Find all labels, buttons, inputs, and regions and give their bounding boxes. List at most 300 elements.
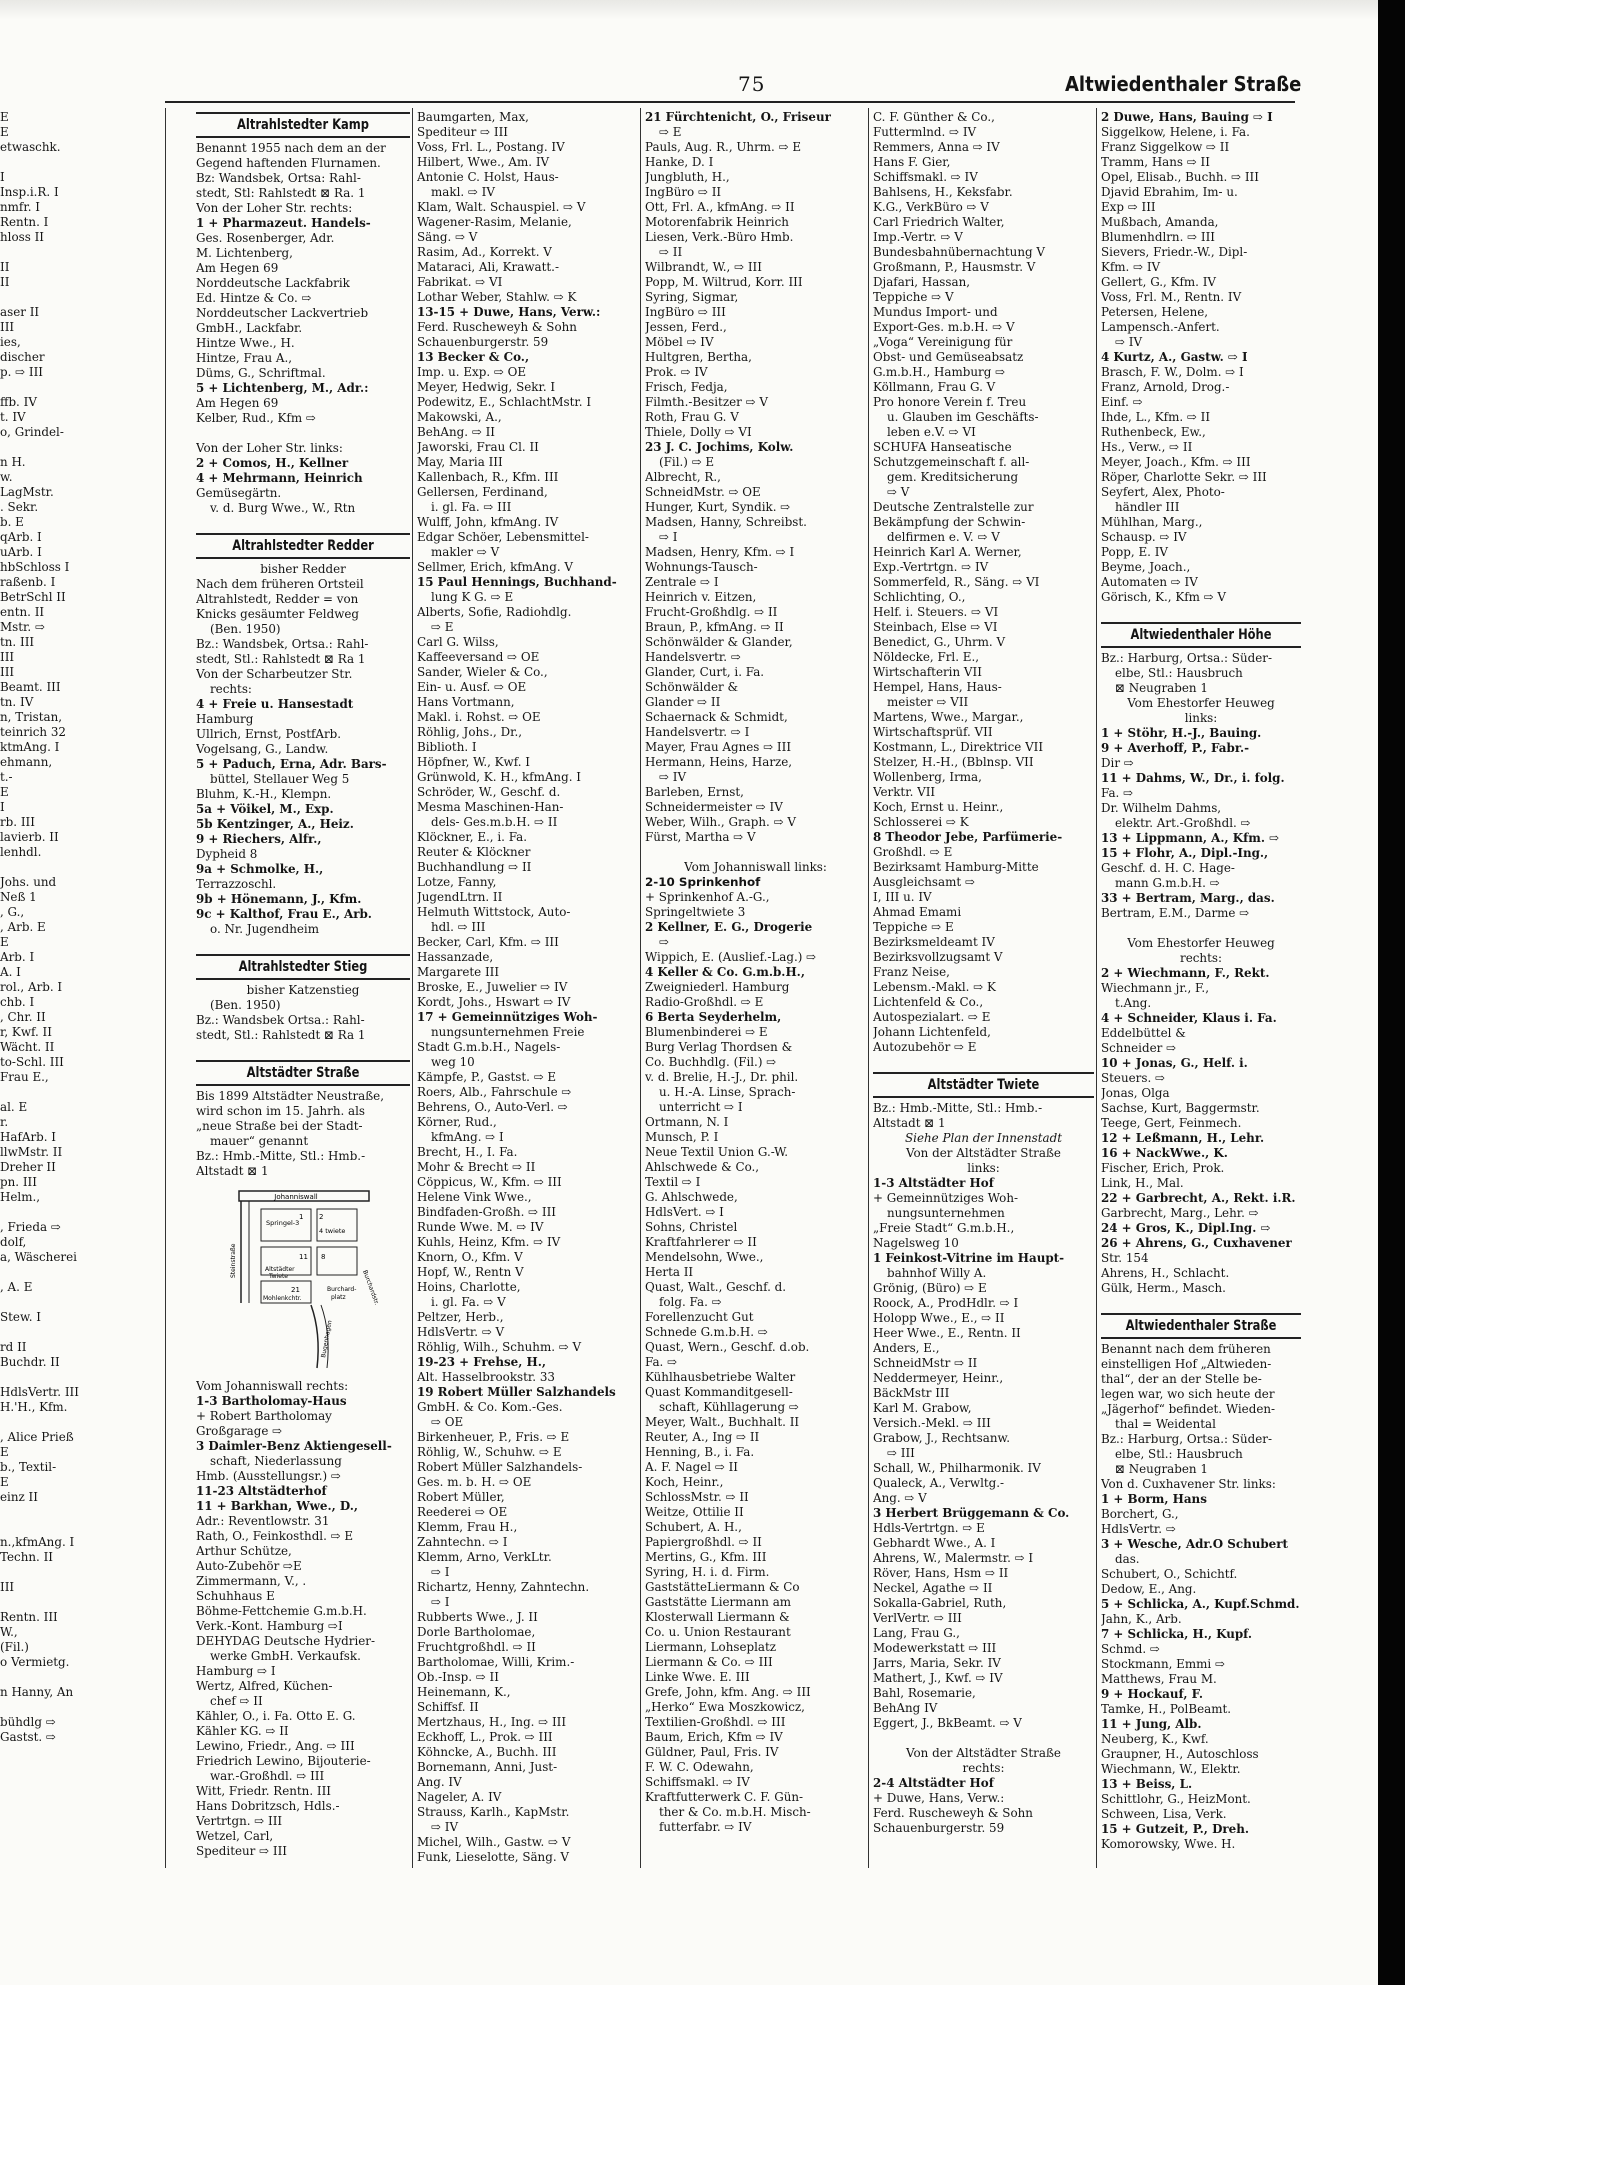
entry-line: Versich.-Mekl. ⇨ III [873, 1416, 991, 1430]
entry-line: Grünwold, K. H., kfmAng. I [417, 770, 581, 784]
entry-line: Einf. ⇨ [1101, 395, 1143, 409]
map-label-bugenhagen: Bugenhagen [319, 1319, 334, 1359]
column-4 [873, 110, 1094, 1870]
entry-line: 5a + Vöikel, M., Exp. [196, 802, 334, 816]
entry-line: ⇨ III [887, 1446, 915, 1460]
fragment-line [0, 1295, 92, 1310]
entry-line: M. Lichtenberg, [196, 246, 293, 260]
entry-line: futterfabr. ⇨ IV [659, 1820, 752, 1834]
entry-line: Hanke, D. I [645, 155, 714, 169]
fragment-line: discher [0, 350, 45, 364]
entry-line: Autozubehör ⇨ E [873, 1040, 977, 1054]
entry-line: Dorle Bartholomae, [417, 1625, 536, 1639]
entry-line: Weber, Wilh., Graph. ⇨ V [645, 815, 796, 829]
entry-line [873, 1055, 1094, 1070]
entry-line: Lewino, Friedr., Ang. ⇨ III [196, 1739, 355, 1753]
entry-line: Dr. Wilhelm Dahms, [1101, 801, 1222, 815]
entry-line: Schauenburgerstr. 59 [873, 1821, 1005, 1835]
entry-line: Norddeutscher Lackvertrieb [196, 306, 369, 320]
entry-line: 3 Herbert Brüggemann & Co. [873, 1506, 1070, 1520]
entry-line: Djavid Ebrahim, Im- u. [1101, 185, 1238, 199]
entry-line: 13-15 + Duwe, Hans, Verw.: [417, 305, 601, 319]
entry-line: Hans Vortmann, [417, 695, 515, 709]
entry-line: Roers, Alb., Fahrschule ⇨ [417, 1085, 572, 1099]
entry-line [1101, 1296, 1301, 1311]
entry-line: Robert Müller, [417, 1490, 505, 1504]
entry-line: SchlossMstr. ⇨ II [645, 1490, 749, 1504]
entry-line: Wirtschafterin VII [873, 665, 982, 679]
entry-line: K.G., VerkBüro ⇨ V [873, 200, 989, 214]
fragment-line: BetrSchl II [0, 590, 66, 604]
entry-line: Bz.: Wandsbek Ortsa.: Rahl- [196, 1013, 365, 1027]
entry-line: Benannt 1955 nach dem an der [196, 141, 386, 155]
entry-line: v. d. Burg Wwe., W., Rtn [210, 501, 356, 515]
entry-line: Schubert, O., Schichtf. [1101, 1567, 1238, 1581]
entry-line: Wollenberg, Irma, [873, 770, 982, 784]
entry-line: Weitze, Ottilie II [645, 1505, 744, 1519]
entry-line: Springeltwiete 3 [645, 905, 746, 919]
entry-line: G.m.b.H., Hamburg ⇨ [873, 365, 1006, 379]
entry-line: Kraftfutterwerk C. F. Gün- [645, 1790, 804, 1804]
entry-line: Von der Loher Str. links: [196, 441, 343, 455]
entry-line: Thiele, Dolly ⇨ VI [645, 425, 752, 439]
entry-line: Rasim, Ad., Korrekt. V [417, 245, 552, 259]
entry-line: Mertzhaus, H., Ing. ⇨ III [417, 1715, 567, 1729]
fragment-line [0, 1415, 92, 1430]
entry-line: Motorenfabrik Heinrich [645, 215, 789, 229]
fragment-line: to-Schl. III [0, 1055, 64, 1069]
heading-rule [196, 978, 410, 980]
entry-line: 2 + Wiechmann, F., Rekt. [1101, 966, 1270, 980]
entry-line: Bezirksamt Hamburg-Mitte [873, 860, 1039, 874]
entry-line: 1 + Stöhr, H.-J., Bauing. [1101, 726, 1262, 740]
entry-line: Franz Siggelkow ⇨ II [1101, 140, 1230, 154]
entry-line: Reuter, A., Ing ⇨ II [645, 1430, 760, 1444]
entry-line: Großgarage ⇨ [196, 1424, 283, 1438]
entry-line: Obst- und Gemüseabsatz [873, 350, 1024, 364]
entry-line: DEHYDAG Deutsche Hydrier- [196, 1634, 375, 1648]
entry-line: 19 Robert Müller Salzhandels [417, 1385, 616, 1399]
entry-line: Fischer, Erich, Prok. [1101, 1161, 1225, 1175]
entry-line: schaft, Niederlassung [210, 1454, 342, 1468]
entry-line: 1-3 Bartholomay-Haus [196, 1394, 347, 1408]
entry-line: 10 + Jonas, G., Helf. i. [1101, 1056, 1248, 1070]
entry-line: SchneidMstr ⇨ II [873, 1356, 978, 1370]
entry-line: Böhme-Fettchemie G.m.b.H. [196, 1604, 367, 1618]
entry-line: Schönwälder & [645, 680, 739, 694]
entry-line: Michel, Wilh., Gastw. ⇨ V [417, 1835, 571, 1849]
entry-line: bahnhof Willy A. [887, 1266, 987, 1280]
entry-line: Handelsvertr. ⇨ [645, 650, 741, 664]
entry-line [196, 516, 410, 531]
entry-line: Klöckner, E., i. Fa. [417, 830, 528, 844]
building-heading: 2-10 Sprinkenhof [645, 875, 761, 889]
fragment-line: tn. III [0, 635, 35, 649]
entry-line: weg 10 [431, 1055, 475, 1069]
entry-line: Adr.: Reventlowstr. 31 [196, 1514, 330, 1528]
entry-line: war.-Großhdl. ⇨ III [210, 1769, 325, 1783]
entry-line: Madsen, Henry, Kfm. ⇨ I [645, 545, 795, 559]
fragment-line: n Hanny, An [0, 1685, 74, 1699]
entry-line: Podewitz, E., SchlachtMstr. I [417, 395, 592, 409]
fragment-line [0, 1370, 92, 1385]
entry-line: Pro honore Verein f. Treu [873, 395, 1027, 409]
fragment-line: I [0, 800, 5, 814]
entry-line: Köhncke, A., Buchh. III [417, 1745, 557, 1759]
entry-line: Opel, Elisab., Buchh. ⇨ III [1101, 170, 1259, 184]
entry-line: Popp, E. IV [1101, 545, 1168, 559]
entry-line: stedt, Stl.: Rahlstedt ⊠ Ra 1 [196, 652, 366, 666]
entry-line: Kallenbach, R., Kfm. III [417, 470, 559, 484]
entry-line: Arthur Schütze, [196, 1544, 292, 1558]
entry-line: Handelsvertr. ⇨ I [645, 725, 750, 739]
entry-line: nungsunternehmen [887, 1206, 1005, 1220]
entry-line: Sommerfeld, R., Säng. ⇨ VI [873, 575, 1040, 589]
entry-line: Bartholomae, Willi, Krim.- [417, 1655, 575, 1669]
entry-line: HdlsVertr. ⇨ V [417, 1325, 505, 1339]
fragment-line: n H. [0, 455, 26, 469]
fragment-line: Techn. II [0, 1550, 53, 1564]
entry-line: dels- Ges.m.b.H. ⇨ II [431, 815, 558, 829]
entry-line: Jessen, Ferd., [645, 320, 727, 334]
map-label-platz: platz [330, 1294, 346, 1301]
entry-line: 3 Daimler-Benz Aktiengesell- [196, 1439, 392, 1453]
fragment-line [0, 1085, 92, 1100]
entry-line: + Sprinkenhof A.-G., [645, 890, 770, 904]
entry-line: Eddelbüttel & [1101, 1026, 1186, 1040]
entry-line: Kraftfahrlerer ⇨ II [645, 1235, 757, 1249]
fragment-line [0, 1520, 92, 1535]
fragment-line [0, 380, 92, 395]
fragment-line: III [0, 665, 15, 679]
entry-line: Helene Vink Wwe., [417, 1190, 532, 1204]
entry-line: Friedrich Lewino, Bijouterie- [196, 1754, 371, 1768]
entry-line: Hintze Wwe., H. [196, 336, 295, 350]
fragment-line: ehmann, [0, 755, 53, 769]
entry-line: Hilbert, Wwe., Am. IV [417, 155, 550, 169]
entry-line: 8 Theodor Jebe, Parfümerie- [873, 830, 1063, 844]
fragment-line: n, Tristan, [0, 710, 63, 724]
entry-line: Schnede G.m.b.H. ⇨ [645, 1325, 768, 1339]
entry-line: Baumgarten, Max, [417, 110, 529, 124]
entry-line: 15 + Flohr, A., Dipl.-Ing., [1101, 846, 1269, 860]
entry-line: „Voga“ Vereinigung für [873, 335, 1013, 349]
entry-line: Mayer, Frau Agnes ⇨ III [645, 740, 792, 754]
entry-line: Martens, Wwe., Margar., [873, 710, 1024, 724]
entry-line: ther & Co. m.b.H. Misch- [659, 1805, 811, 1819]
entry-line: folg. Fa. ⇨ [659, 1295, 722, 1309]
entry-line: Bezirksvollzugsamt V [873, 950, 1003, 964]
entry-line: Stadt G.m.b.H., Nagels- [417, 1040, 561, 1054]
entry-line: Hans Dobritzsch, Hdls.- [196, 1799, 340, 1813]
fragment-line: H.'H., Kfm. [0, 1400, 68, 1414]
fragment-line: b. E [0, 515, 24, 529]
fragment-line: Stew. I [0, 1310, 41, 1324]
fragment-line: , A. E [0, 1280, 33, 1294]
entry-line: Antonie C. Holst, Haus- [417, 170, 559, 184]
entry-line: Zahntechn. ⇨ I [417, 1535, 508, 1549]
entry-line: Wiechmann jr., F., [1101, 981, 1209, 995]
map-label-johanniswall: Johanniswall [273, 1193, 318, 1201]
column-divider [165, 108, 166, 1868]
entry-line: hdl. ⇨ III [431, 920, 486, 934]
entry-line: I, III u. IV [873, 890, 932, 904]
entry-line: Liesen, Verk.-Büro Hmb. [645, 230, 794, 244]
fragment-line: p. ⇨ III [0, 365, 44, 379]
entry-line: Frucht-Großhdlg. ⇨ II [645, 605, 778, 619]
entry-line: 13 + Beiss, L. [1101, 1777, 1193, 1791]
entry-line: Makl. i. Rohst. ⇨ OE [417, 710, 541, 724]
entry-line: IngBüro ⇨ II [645, 185, 722, 199]
entry-line: Mataraci, Ali, Krawatt.- [417, 260, 559, 274]
fragment-line: II [0, 260, 10, 274]
entry-line: Pauls, Aug. R., Uhrm. ⇨ E [645, 140, 802, 154]
heading-rule [1101, 1313, 1301, 1315]
fragment-line: E [0, 1475, 9, 1489]
entry-line: Dir ⇨ [1101, 756, 1134, 770]
fragment-line: w. [0, 470, 13, 484]
entry-line: 13 Becker & Co., [417, 350, 530, 364]
fragment-line: hbSchloss I [0, 560, 70, 574]
fragment-line: Neß 1 [0, 890, 37, 904]
fragment-line: tn. IV [0, 695, 34, 709]
entry-line: Altstadt ⊠ 1 [873, 1116, 946, 1130]
entry-line: 4 Kurtz, A., Gastw. ⇨ I [1101, 350, 1248, 364]
entry-line: Meyer, Joach., Kfm. ⇨ III [1101, 455, 1251, 469]
entry-line: Grefe, John, kfm. Ang. ⇨ III [645, 1685, 811, 1699]
entry-line: 22 + Garbrecht, A., Rekt. i.R. [1101, 1191, 1296, 1205]
entry-line: 11 + Barkhan, Wwe., D., [196, 1499, 359, 1513]
entry-line: Broske, E., Juwelier ⇨ IV [417, 980, 568, 994]
entry-line: i. gl. Fa. ⇨ III [431, 500, 512, 514]
entry-line: Export-Ges. m.b.H. ⇨ V [873, 320, 1015, 334]
book-spine-shadow [1378, 0, 1405, 1985]
entry-line: Heinemann, K., [417, 1685, 511, 1699]
entry-line: Zweigniederl. Hamburg [645, 980, 790, 994]
heading-rule [873, 1096, 1094, 1098]
entry-line: Bz.: Hmb.-Mitte, Stl.: Hmb.- [873, 1101, 1043, 1115]
entry-line: Sokalla-Gabriel, Ruth, [873, 1596, 1007, 1610]
entry-line: „Herko“ Ewa Moszkowicz, [645, 1700, 805, 1714]
entry-line: Hamburg ⇨ I [196, 1664, 276, 1678]
entry-line: 2 Duwe, Hans, Bauing ⇨ I [1101, 110, 1273, 124]
entry-line: Filmth.-Besitzer ⇨ V [645, 395, 768, 409]
entry-line: HdlsVertr. ⇨ [1101, 1522, 1176, 1536]
fragment-line: E [0, 1445, 9, 1459]
entry-line: Gemüsegärtn. [196, 486, 282, 500]
fragment-line [0, 860, 92, 875]
entry-line: Deutsche Zentralstelle zur [873, 500, 1034, 514]
entry-line: Verk.-Kont. Hamburg ⇨I [196, 1619, 343, 1633]
entry-line: Bindfaden-Großh. ⇨ III [417, 1205, 556, 1219]
entry-line: Hassanzade, [417, 950, 494, 964]
section-label: rechts: [1180, 951, 1222, 965]
entry-line: Qualeck, A., Verwltg.- [873, 1476, 1005, 1490]
entry-line: Fa. ⇨ [1101, 786, 1134, 800]
entry-line: Ges. m. b. H. ⇨ OE [417, 1475, 532, 1489]
entry-line: Röper, Charlotte Sekr. ⇨ III [1101, 470, 1267, 484]
entry-line: „neue Straße bei der Stadt- [196, 1119, 363, 1133]
entry-line: Hintze, Frau A., [196, 351, 293, 365]
entry-line: Neuberg, K., Kwf. [1101, 1732, 1209, 1746]
fragment-line [0, 1505, 92, 1520]
section-label: Von der Altstädter Straße [906, 1746, 1061, 1760]
entry-line: Matthews, Frau M. [1101, 1672, 1217, 1686]
entry-line: Kämpfe, P., Gastst. ⇨ E [417, 1070, 557, 1084]
fragment-line: . Sekr. [0, 500, 39, 514]
fragment-line: E [0, 935, 9, 949]
fragment-line [0, 1595, 92, 1610]
entry-line: Imp. u. Exp. ⇨ OE [417, 365, 527, 379]
entry-line: Linke Wwe. E. III [645, 1670, 750, 1684]
entry-line: 4 + Schneider, Klaus i. Fa. [1101, 1011, 1277, 1025]
fragment-line: a, Wäscherei [0, 1250, 77, 1264]
entry-line: Koch, Ernst u. Heinr., [873, 800, 1004, 814]
entry-line: v. d. Brelie, H.-J., Dr. phil. [645, 1070, 799, 1084]
entry-line: GmbH., Lackfabr. [196, 321, 303, 335]
street-heading: Altrahlstedter Redder [232, 538, 374, 554]
entry-line: Syring, H. i. d. Firm. [645, 1565, 770, 1579]
section-label: links: [1184, 711, 1218, 725]
entry-line: Röhlig, Johs., Dr., [417, 725, 523, 739]
entry-line: 12 + Leßmann, H., Lehr. [1101, 1131, 1265, 1145]
entry-line: Schönwälder & Glander, [645, 635, 793, 649]
entry-line: Peltzer, Herb., [417, 1310, 504, 1324]
entry-line: Forellenzucht Gut [645, 1310, 754, 1324]
entry-line: Bekämpfung der Schwin- [873, 515, 1026, 529]
column-divider [640, 108, 641, 1868]
entry-line: Nach dem früheren Ortsteil [196, 577, 364, 591]
fragment-line: II [0, 275, 10, 289]
entry-line: Glander ⇨ II [645, 695, 721, 709]
entry-line: händler III [1115, 500, 1180, 514]
entry-line: Madsen, Hanny, Schreibst. [645, 515, 807, 529]
entry-line: Mendelsohn, Wwe., [645, 1250, 764, 1264]
entry-line: Automaten ⇨ IV [1101, 575, 1198, 589]
entry-line: Behrens, O., Auto-Verl. ⇨ [417, 1100, 568, 1114]
entry-line: Reederei ⇨ OE [417, 1505, 508, 1519]
entry-line: leben e.V. ⇨ VI [887, 425, 976, 439]
entry-line: Hermann, Heins, Harze, [645, 755, 793, 769]
entry-line: Remmers, Anna ⇨ IV [873, 140, 1000, 154]
entry-line: 4 + Mehrmann, Heinrich [196, 471, 363, 485]
entry-line: 1 + Pharmazeut. Handels- [196, 216, 371, 230]
fragment-line [0, 290, 92, 305]
fragment-line: ies, [0, 335, 21, 349]
entry-line: 2 Kellner, E. G., Drogerie [645, 920, 813, 934]
entry-line: Benedict, G., Uhrm. V [873, 635, 1006, 649]
entry-line: thal = Weidental [1115, 1417, 1216, 1431]
entry-line: t.Ang. [1115, 996, 1152, 1010]
entry-line: Neckel, Agathe ⇨ II [873, 1581, 993, 1595]
entry-line: Fürst, Martha ⇨ V [645, 830, 756, 844]
entry-line: ⇨ E [431, 620, 454, 634]
fragment-line: lavierb. II [0, 830, 59, 844]
heading-rule [196, 1084, 410, 1086]
entry-line: Schlichting, O., [873, 590, 966, 604]
entry-line: Von d. Cuxhavener Str. links: [1101, 1477, 1276, 1491]
fragment-line [0, 1565, 92, 1580]
map-label-burchardstrasse: Burchardstr. [360, 1269, 380, 1306]
entry-line: i. gl. Fa. ⇨ V [431, 1295, 506, 1309]
entry-line: „Jägerhof“ befindet. Wieden- [1101, 1402, 1276, 1416]
entry-line: 3 + Wesche, Adr.O Schubert [1101, 1537, 1288, 1551]
entry-line: 1 + Borm, Hans [1101, 1492, 1207, 1506]
entry-line: Wirtschaftsprüf. VII [873, 725, 993, 739]
entry-line: 24 + Gros, K., Dipl.Ing. ⇨ [1101, 1221, 1271, 1235]
entry-line: Ott, Frl. A., kfmAng. ⇨ II [645, 200, 795, 214]
entry-line: Benannt nach dem früheren [1101, 1342, 1271, 1356]
column-3 [645, 110, 866, 1870]
map-label-springeltwiete: Springel-3 [265, 1219, 299, 1227]
entry-line: Helmuth Wittstock, Auto- [417, 905, 571, 919]
entry-line: Mühlhan, Marg., [1101, 515, 1203, 529]
map-label-11: 11 [298, 1253, 308, 1261]
entry-line: delfirmen e. V. ⇨ V [887, 530, 1000, 544]
entry-line: ⇨ IV [1115, 335, 1143, 349]
entry-line: Franz Neise, [873, 965, 950, 979]
entry-line: Koch, Heinr., [645, 1475, 724, 1489]
entry-line: Köllmann, Frau G. V [873, 380, 996, 394]
entry-line: Lichtenfeld & Co., [873, 995, 984, 1009]
entry-line: 4 + Freie u. Hansestadt [196, 697, 354, 711]
entry-line: Bahlsens, H., Keksfabr. [873, 185, 1013, 199]
fragment-line: rb. III [0, 815, 35, 829]
entry-line: Bluhm, K.-H., Klempn. [196, 787, 332, 801]
entry-line: Sander, Wieler & Co., [417, 665, 548, 679]
entry-line: u. Glauben im Geschäfts- [887, 410, 1039, 424]
entry-line: 4 Keller & Co. G.m.b.H., [645, 965, 805, 979]
running-head: Altwiedenthaler Straße [1065, 72, 1302, 96]
map-label-21: 21 [290, 1286, 300, 1294]
fragment-line: I [0, 170, 5, 184]
entry-line: Komorowsky, Wwe. H. [1101, 1837, 1236, 1851]
entry-line: Altrahlstedt, Redder = von [196, 592, 359, 606]
entry-line: Ahrens, W., Malermstr. ⇨ I [873, 1551, 1034, 1565]
entry-line: Dedow, E., Ang. [1101, 1582, 1197, 1596]
entry-line: 9c + Kalthof, Frau E., Arb. [196, 907, 372, 921]
entry-line: Holopp Wwe., E., ⇨ II [873, 1311, 1005, 1325]
fragment-line: III [0, 1580, 15, 1594]
entry-line: Kostmann, L., Direktrice VII [873, 740, 1044, 754]
fragment-line: , Arb. E [0, 920, 46, 934]
entry-line: (Fil.) ⇨ E [659, 455, 715, 469]
fragment-line [0, 1700, 92, 1715]
entry-line: 33 + Bertram, Marg., das. [1101, 891, 1275, 905]
fragment-line: Rentn. III [0, 1610, 58, 1624]
entry-line: Ang. IV [417, 1775, 462, 1789]
entry-line: 1 Feinkost-Vitrine im Haupt- [873, 1251, 1065, 1265]
fragment-line: pn. III [0, 1175, 37, 1189]
fragment-line [0, 440, 92, 455]
entry-line: Grönig, (Büro) ⇨ E [873, 1281, 987, 1295]
entry-line: thal“, der an der Stelle be- [1101, 1372, 1262, 1386]
entry-line: SchneidMstr. ⇨ OE [645, 485, 761, 499]
fragment-line: t. IV [0, 410, 26, 424]
entry-line: Bz.: Harburg, Ortsa.: Süder- [1101, 651, 1272, 665]
entry-line: Wagener-Rasim, Melanie, [417, 215, 572, 229]
entry-line: Mathert, J., Kwf. ⇨ IV [873, 1671, 1003, 1685]
entry-line: Bis 1899 Altstädter Neustraße, [196, 1089, 385, 1103]
entry-line: Richartz, Henny, Zahntechn. [417, 1580, 590, 1594]
entry-line: Jahn, K., Arb. [1101, 1612, 1182, 1626]
entry-line: Meyer, Hedwig, Sekr. I [417, 380, 556, 394]
entry-line: ⇨ I [431, 1595, 450, 1609]
entry-line: Kelber, Rud., Kfm ⇨ [196, 411, 316, 425]
entry-line [873, 1731, 1094, 1746]
fragment-line: HdlsVertr. III [0, 1385, 79, 1399]
entry-line: Jaworski, Frau Cl. II [417, 440, 539, 454]
